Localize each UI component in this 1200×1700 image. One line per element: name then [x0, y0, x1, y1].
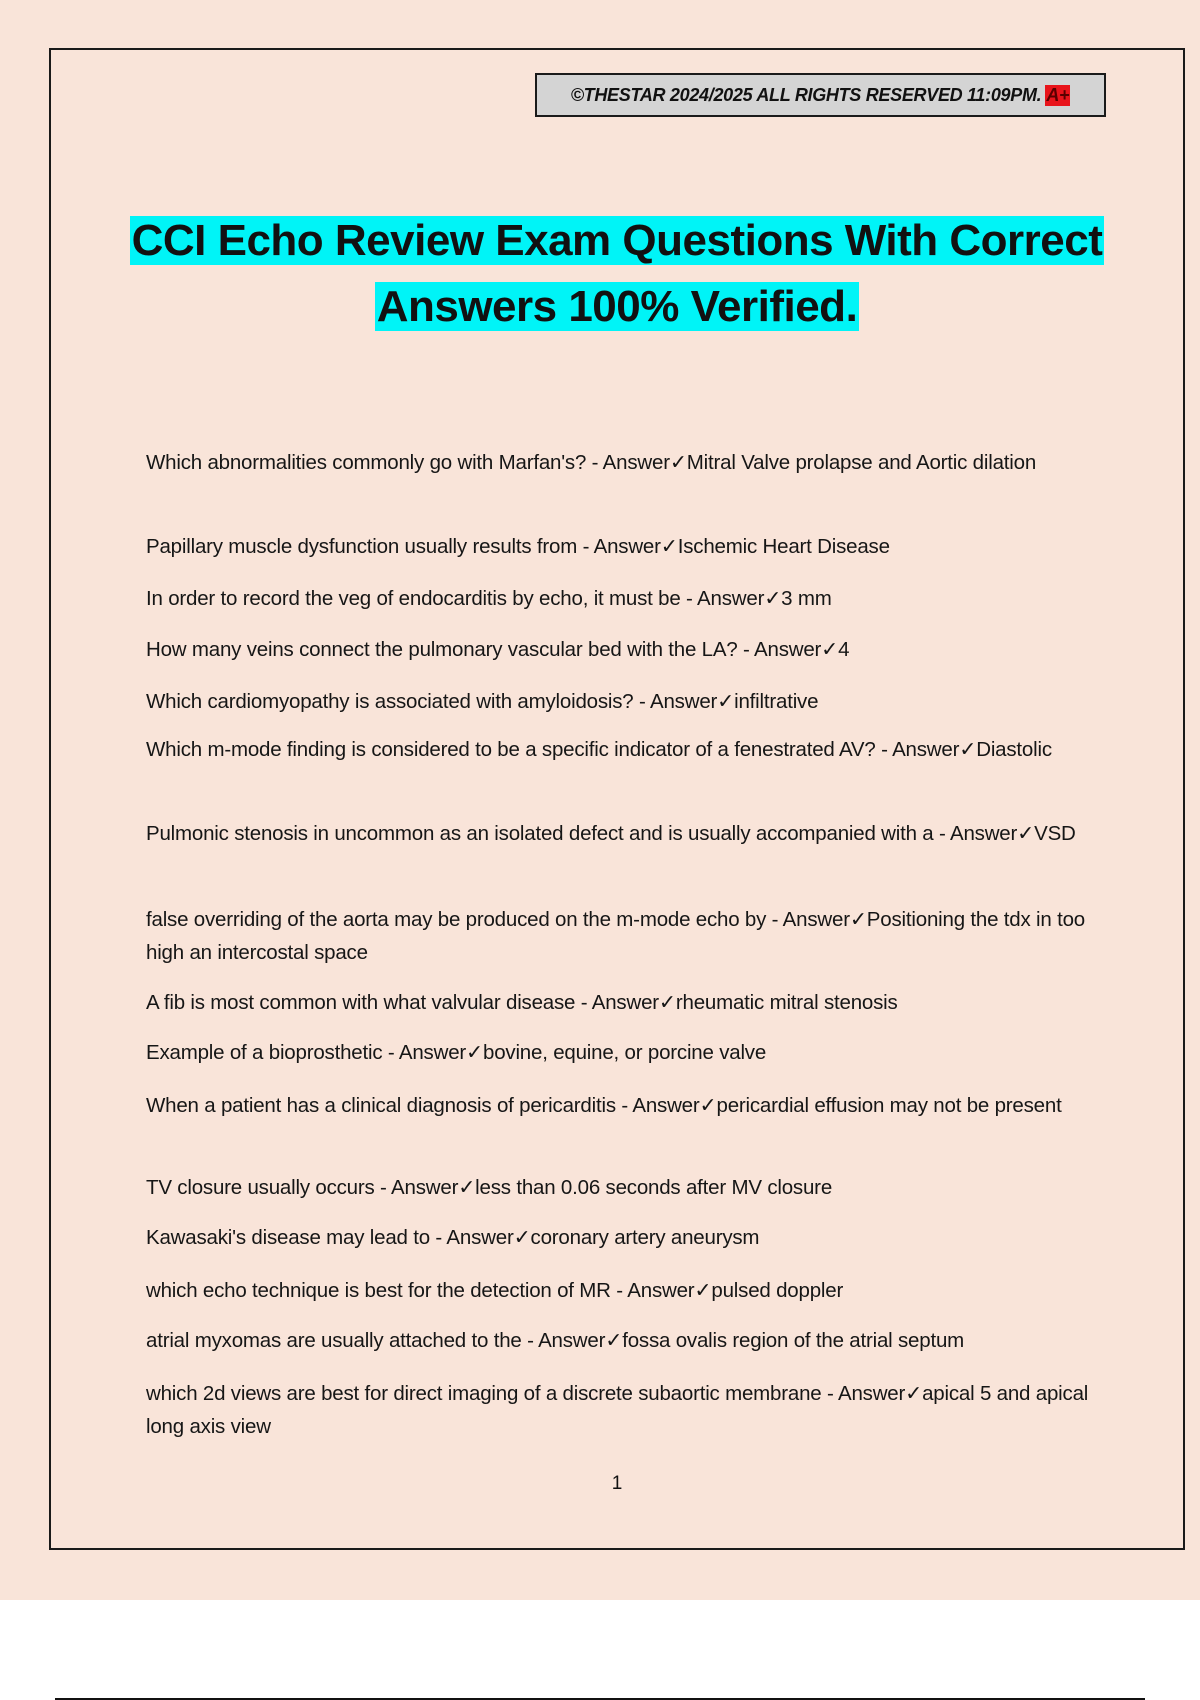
qa-item: A fib is most common with what valvular disease - Answer✓rheumatic mitral stenosis [146, 991, 898, 1014]
qa-item: which 2d views are best for direct imaging of a discrete subaortic membrane - Answer✓apical 5 and apical long axis view [146, 1382, 1089, 1438]
qa-item: false overriding of the aorta may be produced on the m-mode echo by - Answer✓Positioning the tdx in too high an intercostal space [146, 908, 1085, 964]
qa-item: Which abnormalities commonly go with Marfan's? - Answer✓Mitral Valve prolapse and Aortic dilation [146, 451, 1037, 474]
qa-item: which echo technique is best for the detection of MR - Answer✓pulsed doppler [146, 1279, 844, 1302]
qa-item: Papillary muscle dysfunction usually results from - Answer✓Ischemic Heart Disease [146, 535, 890, 558]
qa-item: Kawasaki's disease may lead to - Answer✓coronary artery aneurysm [146, 1226, 760, 1249]
document-title [80, 208, 1154, 340]
qa-item: atrial myxomas are usually attached to the - Answer✓fossa ovalis region of the atrial septum [146, 1329, 965, 1352]
qa-item: Which cardiomyopathy is associated with amyloidosis? - Answer✓infiltrative [146, 690, 819, 713]
title-line-1: CCI Echo Review Exam Questions With Correct [131, 216, 1103, 265]
copyright-banner [535, 73, 1106, 117]
grade-badge: A+ [1046, 84, 1070, 105]
qa-item: TV closure usually occurs - Answer✓less than 0.06 seconds after MV closure [146, 1176, 833, 1199]
copyright-text: ©THESTAR 2024/2025 ALL RIGHTS RESERVED 11:09PM. [570, 84, 1042, 105]
qa-item: Which m-mode finding is considered to be a specific indicator of a fenestrated AV? - Answer✓Diastolic [146, 738, 1052, 761]
title-line-2: Answers 100% Verified. [376, 282, 858, 331]
page-number: 1 [611, 1473, 623, 1494]
qa-item: When a patient has a clinical diagnosis of pericarditis - Answer✓pericardial effusion may not be present [146, 1094, 1062, 1117]
qa-item: In order to record the veg of endocarditis by echo, it must be - Answer✓3 mm [146, 587, 832, 610]
qa-item: Pulmonic stenosis in uncommon as an isolated defect and is usually accompanied with a - Answer✓VSD [146, 822, 1076, 845]
qa-item: Example of a bioprosthetic - Answer✓bovine, equine, or porcine valve [146, 1041, 767, 1064]
qa-item: How many veins connect the pulmonary vascular bed with the LA? - Answer✓4 [146, 638, 850, 661]
